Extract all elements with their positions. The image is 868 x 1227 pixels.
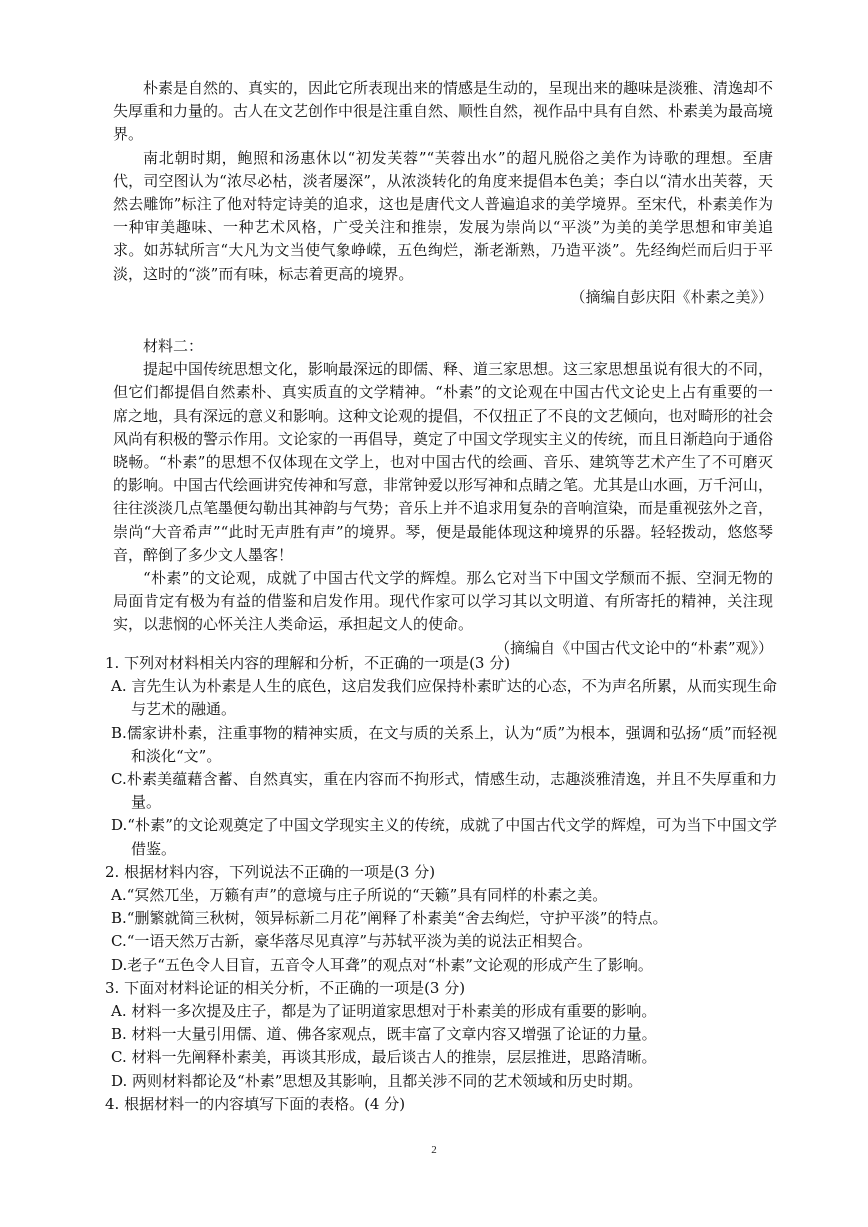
question-1: [105, 652, 777, 861]
page-number: 2: [431, 1144, 437, 1156]
question-stem: 4. 根据材料一的内容填写下面的表格。(4 分): [105, 1094, 406, 1113]
option-b: B.儒家讲朴素，注重事物的精神实质，在文与质的关系上，认为“质”为根本，强调和弘扬“质”而轻视和淡化“文”。: [111, 723, 777, 765]
option-d: D. 两则材料都论及“朴素”思想及其影响，且都关涉不同的艺术领域和历史时期。: [111, 1071, 643, 1090]
option-c: C. 材料一先阐释朴素美，再谈其形成，最后谈古人的推崇，层层推进，思路清晰。: [111, 1048, 657, 1067]
option-b: B. 材料一大量引用儒、道、佛各家观点，既丰富了文章内容又增强了论证的力量。: [111, 1025, 657, 1044]
paragraph: “朴素”的文论观，成就了中国古代文学的辉煌。那么它对当下中国文学颓而不振、空洞无物的局面肯定有极为有益的借鉴和启发作用。现代作家可以学习其以文明道、有所寄托的精神，关注现实，以悲悯的心怀关注人类命运，承担起文人的使命。: [113, 569, 773, 634]
option-a: A. 材料一多次提及庄子，都是为了证明道家思想对于朴素美的形成有重要的影响。: [111, 1002, 657, 1021]
paragraph: 南北朝时期，鲍照和汤惠休以“初发芙蓉”“芙蓉出水”的超凡脱俗之美作为诗歌的理想。至唐代，司空图认为“浓尽必枯，淡者屡深”，从浓淡转化的角度来提倡本色美；李白以“清水出芙蓉，天然去雕饰”标注了他对特定诗美的追求，这也是唐代文人普遍追求的美学境界。至宋代，朴素美作为一种审美趣味、一种艺术风格，广受关注和推崇，发展为崇尚以“平淡”为美的美学思想和审美追求。如苏轼所言“大凡为文当使气象峥嵘，五色绚烂，渐老渐熟，乃造平淡”。先经绚烂而后归于平淡，这时的“淡”而有味，标志着更高的境界。: [113, 148, 773, 283]
question-3: [105, 977, 777, 1093]
option-a: A.“冥然兀坐，万籁有声”的意境与庄子所说的“天籁”具有同样的朴素之美。: [111, 886, 608, 905]
paragraph: 朴素是自然的、真实的，因此它所表现出来的情感是生动的，呈现出来的趣味是淡雅、清逸却不失厚重和力量的。古人在文艺创作中很是注重自然、顺性自然，视作品中具有自然、朴素美为最高境界。: [113, 79, 774, 144]
material-one-tail: [113, 77, 773, 309]
option-c: C.朴素美蕴藉含蓄、自然真实，重在内容而不拘形式，情感生动，志趣淡雅清逸，并且不失厚重和力量。: [111, 770, 777, 812]
option-d: D.“朴素”的文论观奠定了中国文学现实主义的传统，成就了中国古代文学的辉煌，可为当下中国文学借鉴。: [111, 816, 777, 858]
material-two-label: 材料二：: [143, 337, 204, 355]
material-one-source: （摘编自彭庆阳《朴素之美》）: [570, 287, 773, 306]
material-two: [113, 335, 773, 660]
question-4: [105, 1093, 777, 1116]
question-stem: 1. 下列对材料相关内容的理解和分析，不正确的一项是(3 分): [105, 654, 511, 672]
option-c: C.“一语天然万古新，豪华落尽见真淳”与苏轼平淡为美的说法正相契合。: [111, 932, 593, 951]
question-2: [105, 861, 777, 977]
option-a: A. 言先生认为朴素是人生的底色，这启发我们应保持朴素旷达的心态，不为声名所累，从而实现生命与艺术的融通。: [111, 677, 777, 719]
option-b: B.“删繁就简三秋树，领异标新二月花”阐释了朴素美“舍去绚烂，守护平淡”的特点。: [111, 909, 668, 928]
question-stem: 3. 下面对材料论证的相关分析，不正确的一项是(3 分): [105, 978, 466, 997]
question-stem: 2. 根据材料内容，下列说法不正确的一项是(3 分): [105, 862, 436, 881]
option-d: D.老子“五色令人目盲，五音令人耳聋”的观点对“朴素”文论观的形成产生了影响。: [111, 955, 653, 974]
paragraph: 提起中国传统思想文化，影响最深远的即儒、释、道三家思想。这三家思想虽说有很大的不同，但它们都提倡自然素朴、真实质直的文学精神。“朴素”的文论观在中国古代文论史上占有重要的一席之地，具有深远的意义和影响。这种文论观的提倡，不仅扭正了不良的文艺倾向，也对畸形的社会风尚有积极的警示作用。文论家的一再倡导，奠定了中国文学现实主义的传统，而且日渐趋向于通俗晓畅。“朴素”的思想不仅体现在文学上，也对中国古代的绘画、音乐、建筑等艺术产生了不可磨灭的影响。中国古代绘画讲究传神和写意，非常钟爱以形写神和点睛之笔。尤其是山水画，万千河山，往往淡淡几点笔墨便勾勒出其神韵与气势；音乐上并不追求用复杂的音响渲染，而是重视弦外之音，崇尚“大音希声”“此时无声胜有声”的境界。琴，便是最能体现这种境界的乐器。轻轻拨动，悠悠琴音，醉倒了多少文人墨客！: [113, 360, 774, 564]
material-two-source: （摘编自《中国古代文论中的“朴素”观》）: [495, 638, 773, 657]
questions-section: [105, 652, 777, 1116]
